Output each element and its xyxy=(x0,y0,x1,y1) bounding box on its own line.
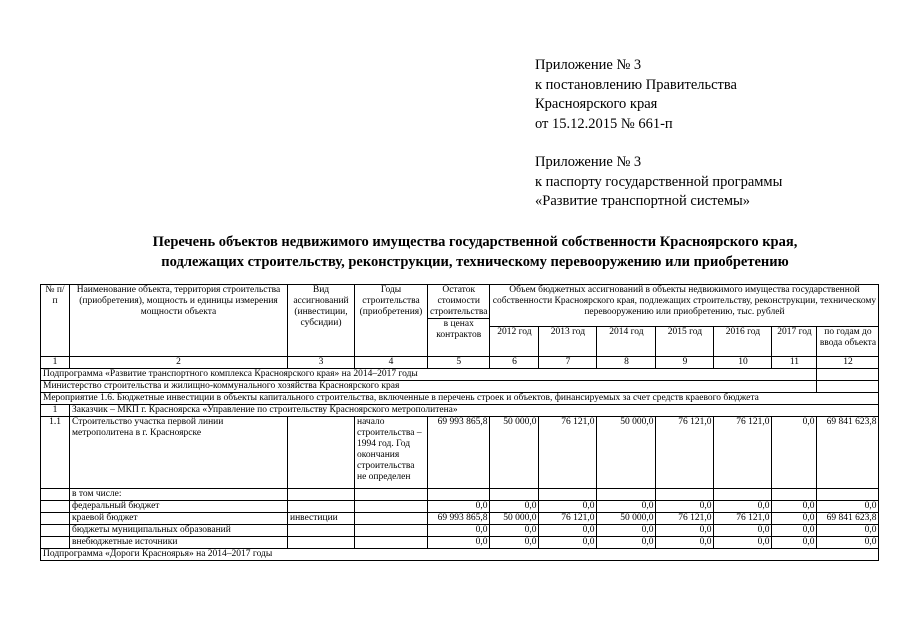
colnum: 8 xyxy=(597,357,656,369)
extrabudget-rest: 0,0 xyxy=(428,537,490,549)
extrabudget-2012: 0,0 xyxy=(490,537,539,549)
federal-rest: 0,0 xyxy=(428,501,490,513)
object-2014: 50 000,0 xyxy=(597,417,656,489)
object-2012: 50 000,0 xyxy=(490,417,539,489)
regional-2017: 0,0 xyxy=(772,513,817,525)
object-2013: 76 121,0 xyxy=(539,417,597,489)
municipal-rest: 0,0 xyxy=(428,525,490,537)
municipal-2017: 0,0 xyxy=(772,525,817,537)
objects-table xyxy=(40,284,879,561)
federal-2017: 0,0 xyxy=(772,501,817,513)
regional-2013: 76 121,0 xyxy=(539,513,597,525)
colnum: 11 xyxy=(772,357,817,369)
ministry: Министерство строительства и жилищно-коммунального хозяйства Красноярского края xyxy=(41,381,817,393)
header-name: Наименование объекта, территория строительства (приобретения), мощность и единицы измерения мощности объекта xyxy=(70,285,288,357)
object-2016: 76 121,0 xyxy=(714,417,772,489)
passport-ref: к паспорту государственной программы xyxy=(535,173,783,190)
extrabudget-2014: 0,0 xyxy=(597,537,656,549)
document-title xyxy=(40,232,905,272)
object-years: начало строительства – 1994 год. Год окончания строительства не определен xyxy=(355,417,428,489)
appendix-resolution: к постановлению Правительства xyxy=(535,76,737,93)
customer: Заказчик – МКП г. Красноярска «Управление по строительству Красноярского метрополитена» xyxy=(70,405,879,417)
subprogram-1: Подпрограмма «Развитие транспортного комплекса Красноярского края» на 2014–2017 годы xyxy=(41,369,817,381)
federal-2015: 0,0 xyxy=(656,501,714,513)
column-numbers-row xyxy=(41,357,879,369)
extrabudget-2016: 0,0 xyxy=(714,537,772,549)
appendix-header xyxy=(535,56,782,212)
table-row xyxy=(41,501,879,513)
appendix-region: Красноярского края xyxy=(535,96,658,112)
header-2014: 2014 год xyxy=(597,327,656,357)
municipal-2014: 0,0 xyxy=(597,525,656,537)
colnum: 12 xyxy=(817,357,879,369)
federal-2014: 0,0 xyxy=(597,501,656,513)
table-row xyxy=(41,537,879,549)
table-row xyxy=(41,417,879,489)
municipal-2015: 0,0 xyxy=(656,525,714,537)
customer-number: 1 xyxy=(41,405,70,417)
regional-budget-label: краевой бюджет xyxy=(70,513,288,525)
regional-2014: 50 000,0 xyxy=(597,513,656,525)
regional-2015: 76 121,0 xyxy=(656,513,714,525)
passport-appendix-number: Приложение № 3 xyxy=(535,154,642,170)
colnum: 1 xyxy=(41,357,70,369)
object-number: 1.1 xyxy=(41,417,70,489)
object-total: 69 841 623,8 xyxy=(817,417,879,489)
table-row xyxy=(41,525,879,537)
colnum: 6 xyxy=(490,357,539,369)
header-num: № п/п xyxy=(41,285,70,357)
regional-rest: 69 993 865,8 xyxy=(428,513,490,525)
table-row xyxy=(41,393,879,405)
federal-total: 0,0 xyxy=(817,501,879,513)
header-volume: Объем бюджетных ассигнований в объекты недвижимого имущества государственной собственности Красноярского края, подлежащих строительству, реконструкции, техническому перевооружению или приобретению, тыс. рублей xyxy=(490,285,879,327)
title-line-2: подлежащих строительству, реконструкции, техническому перевооружению или приобретению xyxy=(161,254,789,270)
table-row xyxy=(41,549,879,561)
municipal-2016: 0,0 xyxy=(714,525,772,537)
table-row xyxy=(41,405,879,417)
municipal-2013: 0,0 xyxy=(539,525,597,537)
regional-2012: 50 000,0 xyxy=(490,513,539,525)
header-2016: 2016 год xyxy=(714,327,772,357)
table-row xyxy=(41,369,879,381)
extrabudget-2015: 0,0 xyxy=(656,537,714,549)
header-years: Годы строительства (приобретения) xyxy=(355,285,428,357)
municipal-total: 0,0 xyxy=(817,525,879,537)
header-type: Вид ассигнований (инвестиции, субсидии) xyxy=(288,285,355,357)
federal-2016: 0,0 xyxy=(714,501,772,513)
object-name: Строительство участка первой линии метрополитена в г. Красноярске xyxy=(70,417,288,489)
extrabudget-2017: 0,0 xyxy=(772,537,817,549)
object-rest: 69 993 865,8 xyxy=(428,417,490,489)
colnum: 9 xyxy=(656,357,714,369)
program-name: «Развитие транспортной системы» xyxy=(535,193,751,209)
title-line-1: Перечень объектов недвижимого имущества государственной собственности Красноярского края, xyxy=(152,234,798,250)
extrabudget-label: внебюджетные источники xyxy=(70,537,288,549)
header-total: по годам до ввода объекта xyxy=(817,327,879,357)
header-rest-sub: в ценах контрактов xyxy=(428,318,489,341)
extrabudget-total: 0,0 xyxy=(817,537,879,549)
federal-budget-label: федеральный бюджет xyxy=(70,501,288,513)
object-2017: 0,0 xyxy=(772,417,817,489)
extrabudget-2013: 0,0 xyxy=(539,537,597,549)
header-2015: 2015 год xyxy=(656,327,714,357)
object-2015: 76 121,0 xyxy=(656,417,714,489)
colnum: 7 xyxy=(539,357,597,369)
header-2017: 2017 год xyxy=(772,327,817,357)
municipal-2012: 0,0 xyxy=(490,525,539,537)
regional-total: 69 841 623,8 xyxy=(817,513,879,525)
regional-type: инвестиции xyxy=(288,513,355,525)
measure-1-6: Мероприятие 1.6. Бюджетные инвестиции в объекты капитального строительства, включенные в перечень строек и объектов, финансируемых за счет средств краевого бюджета xyxy=(41,393,879,405)
federal-2012: 0,0 xyxy=(490,501,539,513)
including-label: в том числе: xyxy=(70,489,288,501)
header-row xyxy=(41,285,879,327)
federal-2013: 0,0 xyxy=(539,501,597,513)
regional-2016: 76 121,0 xyxy=(714,513,772,525)
appendix-date: от 15.12.2015 № 661-п xyxy=(535,115,673,132)
colnum: 2 xyxy=(70,357,288,369)
table-row xyxy=(41,381,879,393)
colnum: 5 xyxy=(428,357,490,369)
municipal-budget-label: бюджеты муниципальных образований xyxy=(70,525,288,537)
table-row xyxy=(41,513,879,525)
appendix-number: Приложение № 3 xyxy=(535,57,642,73)
colnum: 10 xyxy=(714,357,772,369)
table-row xyxy=(41,489,879,501)
header-2012: 2012 год xyxy=(490,327,539,357)
header-rest xyxy=(428,285,490,357)
header-rest-label: Остаток стоимости строительства xyxy=(430,285,488,317)
subprogram-2: Подпрограмма «Дороги Красноярья» на 2014–2017 годы xyxy=(41,549,879,561)
colnum: 4 xyxy=(355,357,428,369)
header-2013: 2013 год xyxy=(539,327,597,357)
colnum: 3 xyxy=(288,357,355,369)
